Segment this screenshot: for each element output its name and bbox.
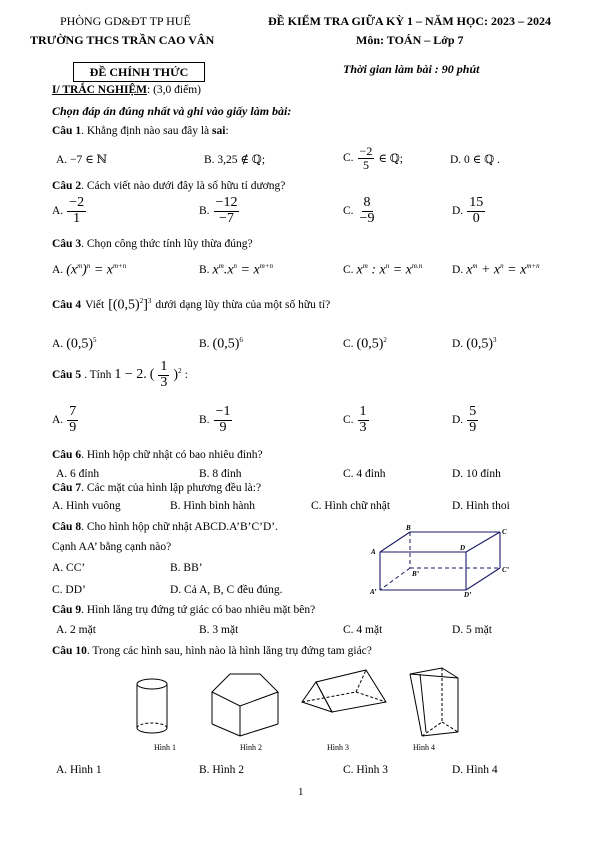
q3-a-formula: $(x^m)^n = x^{m+n}$	[66, 262, 127, 278]
question-3	[52, 238, 253, 250]
q5-b-frac	[214, 405, 233, 435]
q3-d-label: D.	[452, 264, 464, 277]
question-8	[52, 521, 278, 533]
edge-C'D'	[466, 568, 500, 590]
q8-text2: Cạnh AA’ bằng cạnh nào?	[52, 541, 172, 553]
q6-option-b: B. 8 đỉnh	[199, 468, 242, 480]
prism-hidden-base	[356, 692, 386, 702]
q5-exp: 2	[178, 366, 182, 375]
q6-option-a: A. 6 đỉnh	[56, 468, 100, 480]
cylinder-figure	[137, 679, 167, 733]
q4-label: Câu 4	[52, 299, 82, 312]
q4-expression: $[(0,5)^2]^3$	[108, 297, 152, 313]
vertex-D: D	[460, 544, 466, 552]
q3-label: Câu 3	[52, 238, 82, 250]
q5-paren-close: )$^2$	[173, 366, 182, 383]
q2-a-den: 1	[73, 210, 81, 226]
question-9	[52, 604, 315, 616]
question-4	[52, 297, 330, 314]
section-points: : (3,0 điểm)	[147, 84, 201, 96]
q9-text: . Hình lăng trụ đứng tứ giác có bao nhiêu mặt bên?	[81, 604, 316, 616]
q5-b-num: −1	[215, 404, 231, 419]
q2-option-c	[343, 196, 377, 226]
q6-label: Câu 6	[52, 449, 82, 461]
question-6	[52, 449, 263, 461]
official-badge: ĐỀ CHÍNH THỨC	[73, 62, 205, 82]
q2-a-frac	[67, 196, 86, 226]
q3-option-c	[343, 262, 422, 279]
q5-d-label: D.	[452, 414, 464, 427]
edge-AB	[380, 532, 410, 552]
q4-a-label: A.	[52, 338, 64, 351]
section-title: I/ TRẮC NGHIỆM	[52, 84, 147, 96]
vertex-C: C	[502, 528, 507, 536]
caption-hinh-1: Hình 1	[154, 743, 176, 752]
q10-option-d: D. Hình 4	[452, 764, 498, 776]
q2-option-a	[52, 196, 87, 226]
prism-top-face	[316, 670, 386, 712]
q9-label: Câu 9	[52, 604, 82, 616]
vertex-D-prime: D’	[464, 591, 472, 598]
q1-option-c	[343, 145, 403, 171]
q5-c-label: C.	[343, 414, 354, 427]
q1-c-den: 5	[362, 157, 369, 172]
q5-d-frac	[467, 405, 478, 435]
q2-d-frac	[467, 196, 485, 226]
q2-text: . Cách viết nào dưới đây là số hữu tỉ dương?	[81, 180, 286, 192]
q4-a-value	[66, 336, 96, 353]
q10-text: . Trong các hình sau, hình nào là hình lăng trụ đứng tam giác?	[86, 645, 372, 657]
q2-a-num: −2	[69, 195, 85, 210]
q3-option-d	[452, 262, 540, 279]
q5-text: . Tính	[84, 369, 112, 382]
q4-option-b	[199, 336, 243, 353]
q2-b-frac	[214, 196, 240, 226]
q3-c-formula: $x^m$ : $x^n = x^{m.n}$	[356, 262, 423, 278]
q4-a-base: (0,5)	[66, 336, 94, 352]
q10-option-b: B. Hình 2	[199, 764, 245, 776]
page-number: 1	[298, 786, 304, 798]
q2-c-frac	[358, 196, 377, 226]
q5-option-d	[452, 405, 479, 435]
q2-d-den: 0	[472, 210, 480, 226]
q3-a-label: A.	[52, 264, 64, 277]
edge-CD	[466, 532, 500, 552]
q10-label: Câu 10	[52, 645, 87, 657]
question-2	[52, 180, 285, 192]
triangular-prism-figure	[302, 670, 386, 712]
q4-d-value	[466, 336, 496, 353]
q8-option-b: B. BB’	[170, 562, 203, 574]
q10-figures	[120, 662, 480, 757]
q5-a-label: A.	[52, 414, 64, 427]
vertex-C-prime: C’	[502, 566, 509, 574]
q1-strong: sai	[212, 125, 226, 137]
q7-label: Câu 7	[52, 482, 82, 494]
upright-prism-figure	[410, 668, 458, 736]
q1-option-d: D. 0 ∈ ℚ .	[450, 154, 500, 166]
q4-rest: dưới dạng lũy thừa của một số hữu tỉ?	[155, 299, 331, 312]
q8-option-c: C. DD’	[52, 584, 86, 596]
q4-a-exp: 5	[93, 336, 97, 344]
subject: Môn: TOÁN – Lớp 7	[356, 33, 464, 47]
cylinder-bottom-front	[137, 728, 167, 733]
q4-c-label: C.	[343, 338, 354, 351]
q6-text: . Hình hộp chữ nhật có bao nhiêu đỉnh?	[81, 449, 263, 461]
q2-a-label: A.	[52, 205, 64, 218]
q1-c-post: ∈ ℚ;	[378, 153, 403, 166]
q3-d-formula: $x^m + x^n = x^{m+n}$	[466, 262, 540, 278]
edge-B'A'	[380, 568, 410, 590]
q9-option-b: B. 3 mặt	[199, 624, 239, 636]
q4-c-base: (0,5)	[356, 336, 384, 352]
vertex-B-prime: B’	[412, 570, 419, 578]
q5-c-frac	[358, 405, 369, 435]
q9-option-c: C. 4 mặt	[343, 624, 383, 636]
vertex-A: A	[371, 548, 376, 556]
q5-option-a	[52, 405, 79, 435]
q2-b-num: −12	[215, 195, 238, 210]
q7-text: . Các mặt của hình lập phương đều là:?	[81, 482, 262, 494]
q2-c-label: C.	[343, 205, 354, 218]
q3-b-label: B.	[199, 264, 210, 277]
section-heading	[52, 84, 201, 96]
q2-c-num: 8	[363, 195, 371, 210]
vertex-A-prime: A’	[370, 588, 377, 596]
q7-option-c: C. Hình chữ nhật	[311, 500, 391, 512]
q1-option-b: B. 3,25 ∉ ℚ;	[204, 154, 266, 166]
q1-colon: :	[225, 125, 229, 137]
q5-a-num: 7	[69, 404, 77, 419]
q6-option-d: D. 10 đỉnh	[452, 468, 501, 480]
time-limit: Thời gian làm bài : 90 phút	[343, 62, 480, 76]
q1-c-label: C.	[343, 152, 354, 165]
q2-option-d	[452, 196, 486, 226]
cylinder-bottom-back	[137, 723, 167, 728]
caption-hinh-4: Hình 4	[413, 743, 435, 752]
q4-c-value	[357, 336, 387, 353]
question-10	[52, 645, 372, 657]
caption-hinh-3: Hình 3	[327, 743, 349, 752]
q4-b-label: B.	[199, 338, 210, 351]
q6-option-c: C. 4 đỉnh	[343, 468, 386, 480]
frustum-base-2	[240, 724, 278, 736]
q5-label: Câu 5	[52, 369, 82, 382]
instruction: Chọn đáp án đúng nhất và ghi vào giấy làm bài:	[52, 104, 292, 118]
q2-c-den: −9	[359, 210, 375, 226]
q5-d-num: 5	[469, 404, 477, 419]
q2-b-label: B.	[199, 205, 210, 218]
q5-a-den: 9	[69, 419, 77, 435]
q10-option-a: A. Hình 1	[56, 764, 102, 776]
q5-c-den: 3	[359, 419, 367, 435]
q8-option-d: D. Cả A, B, C đều đúng.	[170, 584, 283, 596]
q5-b-label: B.	[199, 414, 210, 427]
q4-option-d	[452, 336, 497, 353]
q8-option-a: A. CC’	[52, 562, 86, 574]
q5-paren-open: (	[149, 367, 155, 383]
upright-inner-edge	[420, 674, 426, 732]
q10-option-c: C. Hình 3	[343, 764, 389, 776]
q4-d-exp: 3	[493, 336, 497, 344]
q1-label: Câu 1	[52, 125, 82, 137]
upright-hidden-base2	[442, 722, 458, 732]
q5-b-den: 9	[219, 419, 227, 435]
q5-den: 3	[160, 374, 168, 390]
cuboid-figure	[368, 522, 516, 598]
q5-colon: :	[184, 369, 188, 382]
prism-hidden-edge	[302, 692, 356, 702]
q1-text: . Khẳng định nào sau đây là	[81, 125, 213, 137]
upright-top	[410, 668, 458, 678]
school-name: TRƯỜNG THCS TRẦN CAO VÂN	[30, 33, 215, 47]
q3-text: . Chọn công thức tính lũy thừa đúng?	[81, 238, 253, 250]
exam-title: ĐỀ KIỂM TRA GIỮA KỲ 1 – NĂM HỌC: 2023 – 2024	[268, 14, 552, 28]
q2-option-b	[199, 196, 240, 226]
q5-a-frac	[67, 405, 78, 435]
q7-option-b: B. Hình bình hành	[170, 500, 255, 512]
prism-hidden-vert	[356, 670, 366, 692]
q3-option-a	[52, 262, 126, 279]
q5-option-b	[199, 405, 233, 435]
q5-option-c	[343, 405, 370, 435]
q4-c-exp: 2	[383, 336, 387, 344]
q4-b-exp: 6	[239, 336, 243, 344]
vertex-B: B	[406, 524, 411, 532]
frustum-base-1	[212, 724, 240, 736]
q5-num: 1	[160, 359, 168, 374]
question-7	[52, 482, 261, 494]
q4-text: Viết	[85, 299, 105, 312]
frustum-figure	[212, 674, 278, 736]
q7-option-d: D. Hình thoi	[452, 500, 510, 512]
q8-text: . Cho hình hộp chữ nhật ABCD.A’B’C’D’.	[81, 521, 279, 533]
q9-option-d: D. 5 mặt	[452, 624, 492, 636]
q2-d-num: 15	[469, 195, 484, 210]
q5-expr: 1 − 2.	[114, 367, 147, 383]
q1-option-a: A. −7 ∈ ℕ	[56, 154, 108, 166]
q2-b-den: −7	[219, 210, 234, 226]
q4-b-value	[213, 336, 243, 353]
caption-hinh-2: Hình 2	[240, 743, 262, 752]
q7-option-a: A. Hình vuông	[52, 500, 121, 512]
q1-c-num: −2	[359, 144, 373, 158]
q3-b-formula: $x^m.x^n = x^{m+n}$	[212, 262, 273, 278]
q2-label: Câu 2	[52, 180, 82, 192]
q3-option-b	[199, 262, 273, 279]
q5-c-num: 1	[359, 404, 367, 419]
dept-name: PHÒNG GD&ĐT TP HUẾ	[60, 14, 191, 28]
q9-option-a: A. 2 mặt	[56, 624, 96, 636]
cylinder-top	[137, 679, 167, 689]
q2-d-label: D.	[452, 205, 464, 218]
q4-option-a	[52, 336, 97, 353]
frustum-top	[212, 674, 278, 706]
q4-option-c	[343, 336, 387, 353]
q4-d-base: (0,5)	[466, 336, 494, 352]
q4-b-base: (0,5)	[212, 336, 240, 352]
q1-c-frac	[358, 145, 375, 171]
question-5	[52, 360, 188, 390]
upright-edge-1	[410, 674, 422, 736]
q4-d-label: D.	[452, 338, 464, 351]
question-1	[52, 125, 229, 137]
q8-label: Câu 8	[52, 521, 82, 533]
q5-d-den: 9	[469, 419, 477, 435]
q5-frac	[158, 360, 169, 390]
q3-c-label: C.	[343, 264, 354, 277]
